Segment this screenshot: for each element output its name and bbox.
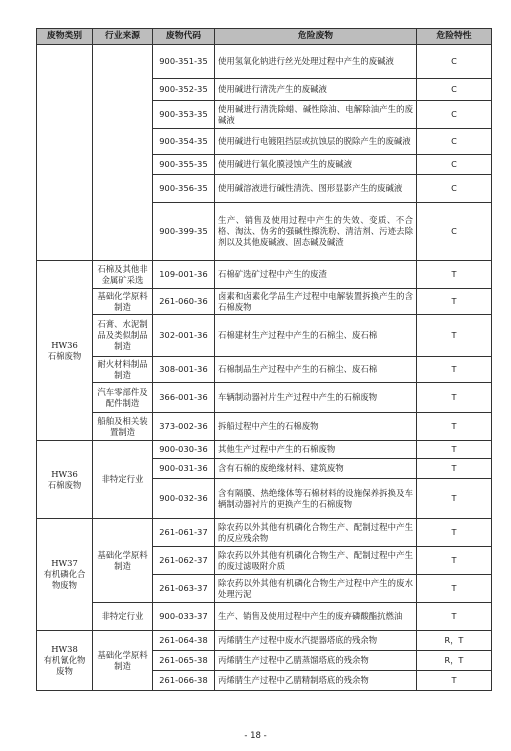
waste-cell: 石棉建材生产过程中产生的石棉尘、废石棉 xyxy=(215,315,417,357)
category-cell: HW37 有机磷化合 物废物 xyxy=(37,519,93,631)
property-cell: C xyxy=(417,129,492,155)
code-cell: 900-356-35 xyxy=(153,175,215,203)
table-row xyxy=(37,383,492,413)
header-code: 废物代码 xyxy=(153,29,215,45)
table-header-row xyxy=(37,29,492,45)
property-cell: T xyxy=(417,289,492,315)
waste-cell: 丙烯腈生产过程中乙腈蒸馏塔底的残余物 xyxy=(215,651,417,671)
waste-cell: 除农药以外其他有机磷化合物生产、配制过程中产生的反应残余物 xyxy=(215,519,417,547)
waste-cell: 使用碱溶液进行碱性清洗、图形显影产生的废碱液 xyxy=(215,175,417,203)
header-industry: 行业来源 xyxy=(93,29,153,45)
property-cell: C xyxy=(417,155,492,175)
industry-cell: 石棉及其他非金属矿采选 xyxy=(93,261,153,289)
waste-cell: 车辆制动器衬片生产过程中产生的石棉废物 xyxy=(215,383,417,413)
waste-cell: 其他生产过程中产生的石棉废物 xyxy=(215,441,417,459)
waste-cell: 石棉制品生产过程中产生的石棉尘、废石棉 xyxy=(215,357,417,383)
waste-cell: 卤素和卤素化学品生产过程中电解装置拆换产生的含石棉废物 xyxy=(215,289,417,315)
code-cell: 900-354-35 xyxy=(153,129,215,155)
property-cell: T xyxy=(417,519,492,547)
industry-cell: 基础化学原料制造 xyxy=(93,289,153,315)
property-cell: C xyxy=(417,45,492,79)
waste-cell: 丙烯腈生产过程中乙腈精制塔底的残余物 xyxy=(215,671,417,691)
category-cell: HW36 石棉废物 xyxy=(37,441,93,519)
property-cell: R，T xyxy=(417,631,492,651)
code-cell: 900-399-35 xyxy=(153,203,215,261)
industry-cell: 基础化学原料制造 xyxy=(93,519,153,603)
code-cell: 900-353-35 xyxy=(153,101,215,129)
property-cell: T xyxy=(417,671,492,691)
header-category: 废物类别 xyxy=(37,29,93,45)
property-cell: R，T xyxy=(417,651,492,671)
code-cell: 261-061-37 xyxy=(153,519,215,547)
property-cell: C xyxy=(417,101,492,129)
code-cell: 261-060-36 xyxy=(153,289,215,315)
table-row xyxy=(37,413,492,441)
property-cell: T xyxy=(417,603,492,631)
code-cell: 261-064-38 xyxy=(153,631,215,651)
property-cell: C xyxy=(417,203,492,261)
property-cell: C xyxy=(417,79,492,101)
property-cell: T xyxy=(417,441,492,459)
code-cell: 900-032-36 xyxy=(153,479,215,519)
code-cell: 308-001-36 xyxy=(153,357,215,383)
property-cell: T xyxy=(417,383,492,413)
table-row xyxy=(37,441,492,459)
waste-cell: 除农药以外其他有机磷化合物生产过程中产生的废水处理污泥 xyxy=(215,575,417,603)
code-cell: 261-062-37 xyxy=(153,547,215,575)
waste-cell: 丙烯腈生产过程中废水汽提器塔底的残余物 xyxy=(215,631,417,651)
property-cell: T xyxy=(417,547,492,575)
industry-cell: 非特定行业 xyxy=(93,603,153,631)
code-cell: 261-066-38 xyxy=(153,671,215,691)
industry-cell: 汽车零部件及配件制造 xyxy=(93,383,153,413)
code-cell: 900-355-35 xyxy=(153,155,215,175)
waste-cell: 石棉矿选矿过程中产生的废渣 xyxy=(215,261,417,289)
code-cell: 261-065-38 xyxy=(153,651,215,671)
table-row xyxy=(37,315,492,357)
code-cell: 366-001-36 xyxy=(153,383,215,413)
category-cell: HW38 有机氰化物 废物 xyxy=(37,631,93,691)
industry-cell: 耐火材料制品制造 xyxy=(93,357,153,383)
property-cell: T xyxy=(417,575,492,603)
waste-cell: 使用碱进行清洗产生的废碱液 xyxy=(215,79,417,101)
table-row xyxy=(37,631,492,651)
code-cell: 302-001-36 xyxy=(153,315,215,357)
header-waste: 危险废物 xyxy=(215,29,417,45)
category-cell: HW36 石棉废物 xyxy=(37,261,93,441)
industry-cell: 基础化学原料制造 xyxy=(93,631,153,691)
table-row xyxy=(37,289,492,315)
table-row xyxy=(37,357,492,383)
waste-cell: 使用氢氧化钠进行丝光处理过程中产生的废碱液 xyxy=(215,45,417,79)
waste-cell: 除农药以外其他有机磷化合物生产、配制过程中产生的废过滤吸附介质 xyxy=(215,547,417,575)
industry-cell xyxy=(93,45,153,261)
property-cell: T xyxy=(417,459,492,479)
property-cell: T xyxy=(417,413,492,441)
code-cell: 109-001-36 xyxy=(153,261,215,289)
property-cell: T xyxy=(417,315,492,357)
waste-cell: 使用碱进行清洗除蜡、碱性除油、电解除油产生的废碱液 xyxy=(215,101,417,129)
waste-cell: 使用碱进行氧化膜浸蚀产生的废碱液 xyxy=(215,155,417,175)
waste-cell: 生产、销售及使用过程中产生的废弃磷酸酯抗燃油 xyxy=(215,603,417,631)
industry-cell: 石膏、水泥制品及类似制品制造 xyxy=(93,315,153,357)
code-cell: 900-352-35 xyxy=(153,79,215,101)
code-cell: 373-002-36 xyxy=(153,413,215,441)
code-cell: 261-063-37 xyxy=(153,575,215,603)
table-row xyxy=(37,261,492,289)
waste-cell: 使用碱进行电镀阻挡层或抗蚀层的脱除产生的废碱液 xyxy=(215,129,417,155)
property-cell: T xyxy=(417,479,492,519)
header-property: 危险特性 xyxy=(417,29,492,45)
code-cell: 900-033-37 xyxy=(153,603,215,631)
industry-cell: 非特定行业 xyxy=(93,441,153,519)
waste-cell: 拆船过程中产生的石棉废物 xyxy=(215,413,417,441)
property-cell: C xyxy=(417,175,492,203)
waste-cell: 生产、销售及使用过程中产生的失效、变质、不合格、淘汰、伪劣的强碱性擦洗粉、清洁剂、污迹去除剂以及其他废碱液、固态碱及碱渣 xyxy=(215,203,417,261)
waste-cell: 含有石棉的废绝缘材料、建筑废物 xyxy=(215,459,417,479)
code-cell: 900-030-36 xyxy=(153,441,215,459)
property-cell: T xyxy=(417,357,492,383)
code-cell: 900-031-36 xyxy=(153,459,215,479)
page-number: - 18 - xyxy=(244,731,267,741)
industry-cell: 船舶及相关装置制造 xyxy=(93,413,153,441)
table-row xyxy=(37,45,492,79)
table-row xyxy=(37,519,492,547)
waste-cell: 含有隔膜、热绝缘体等石棉材料的设施保养拆换及车辆制动器衬片的更换产生的石棉废物 xyxy=(215,479,417,519)
property-cell: T xyxy=(417,261,492,289)
table-row xyxy=(37,603,492,631)
category-cell xyxy=(37,45,93,261)
code-cell: 900-351-35 xyxy=(153,45,215,79)
hazardous-waste-table xyxy=(36,28,492,691)
